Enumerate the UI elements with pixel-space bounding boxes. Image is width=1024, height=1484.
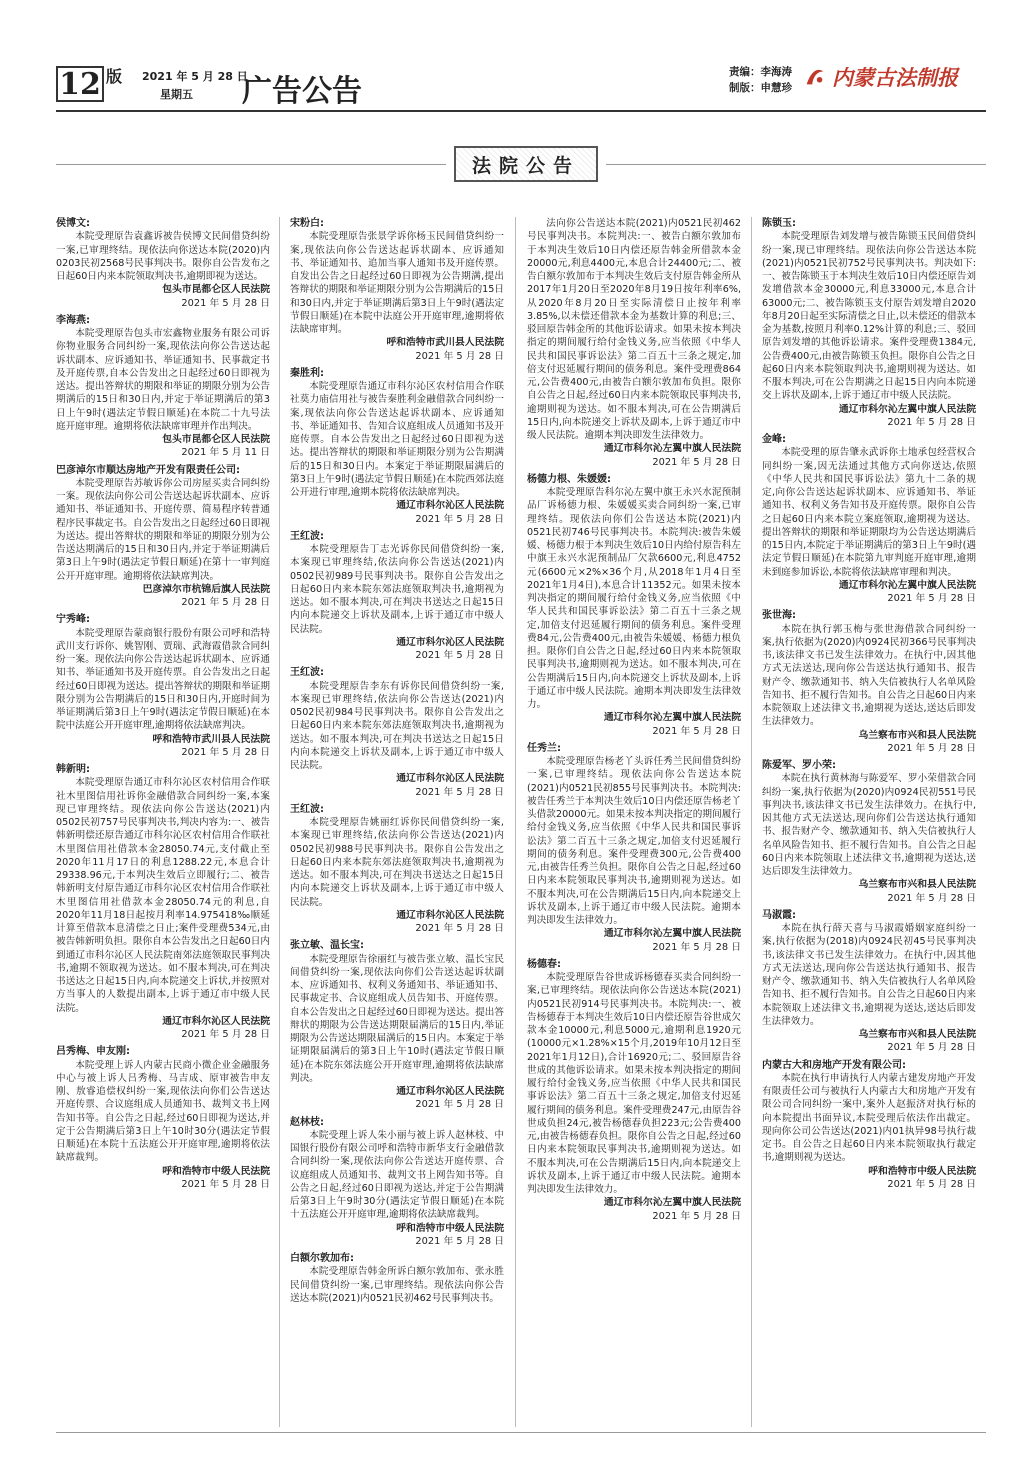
court-notice [762, 909, 976, 1055]
column-divider [515, 217, 516, 1427]
notice-date: 2021 年 5 月 28 日 [415, 786, 504, 798]
notice-date: 2021 年 5 月 28 日 [652, 1210, 741, 1222]
notice-body: 本院受理上诉人内蒙古民商小微企业金融服务中心与被上诉人吕秀梅、马吉成、原审被告申友刚、敖睿追偿权纠纷一案,现依法向你们公告送达开庭传票、合议庭组成人员通知书、裁判文书上网告知书等。自公告之日起,经过60日即视为送达,并定于公告期满后第3日上午10时30分(遇法定节假日顺延)在本院十五法庭公开开庭审理,逾期将依法缺席裁判。 [56, 1059, 270, 1164]
notice-body: 本院受理原告通辽市科尔沁区农村信用合作联社木里图信用社诉你金融借款合同纠纷一案,本案现已审理终结。现依法向你公告送达(2021)内0502民初757号民事判决书,判决内容为:一、被告韩新明偿还原告通辽市科尔沁区农村信用合作联社木里图信用社借款本金28050.74元,支付截止至2020年11月17日的利息1288.22元,本息合计29338.96元,于本判决生效后立即履行;二、被告韩新明支付原告通辽市科尔沁区农村信用合作联社木里图信用社借款本金28050.74元的利息,自2020年11月18日起按月利率14.975418‰顺延计算至借款本息清偿之日止;案件受理费534元,由被告韩新明负担。限你自本公告发出之日起60日内到通辽市科尔沁区人民法院南郊法庭领取民事判决书,逾期不领取视为送达。如不服本判决,可在判决书送达之日起15日内,向本院递交上诉状,并按照对方当事人的人数提出副本,上诉于通辽市中级人民法院。 [56, 777, 270, 1014]
notice-body: 本院受理原告杨老丫头诉任秀兰民间借贷纠纷一案,已审理终结。现依法向你公告送达本院(2021)内0521民初855号民事判决书。本院判决:被告任秀兰于本判决生效后10日内偿还原告杨老丫头借款20000元。如果未按本判决指定的期间履行给付金钱义务,应当依照《中华人民共和国民事诉讼法》第二百五十三条之规定,加倍支付迟延履行期间的债务利息。案件受理费300元,公告费400元,由被告任秀兰负担。限你自公告之日起,经过60日内来本院领取民事判决书,逾期则视为送达。如不服本判决,可在公告期满后15日内,向本院递交上诉状及副本,上诉于通辽市中级人民法院。逾期本判决即发生法律效力。 [527, 756, 741, 926]
court-notice [56, 1045, 270, 1191]
notice-addressee: 白额尔敦加布: [290, 1253, 354, 1264]
notice-court: 通辽市科尔沁左翼中旗人民法院 [838, 579, 976, 591]
notice-court: 通辽市科尔沁左翼中旗人民法院 [603, 1197, 741, 1209]
notice-court: 通辽市科尔沁左翼中旗人民法院 [603, 712, 741, 724]
notice-addressee: 秦胜利: [290, 367, 324, 379]
notice-addressee: 陈爱军、罗小荣: [762, 760, 836, 771]
notice-court: 通辽市科尔沁左翼中旗人民法院 [603, 928, 741, 940]
notice-date: 2021 年 5 月 11 日 [181, 447, 270, 459]
court-notice [290, 367, 504, 526]
notice-addressee: 内蒙古大和房地产开发有限公司: [762, 1059, 906, 1071]
footer-rule [56, 1432, 986, 1433]
notice-addressee: 陈锁玉: [762, 218, 796, 229]
header-rule [56, 110, 986, 112]
notice-date: 2021 年 5 月 28 日 [887, 742, 976, 754]
notice-court: 呼和浩特市武川县人民法院 [152, 733, 270, 745]
notice-court: 通辽市科尔沁区人民法院 [396, 1086, 504, 1097]
notice-court: 包头市昆都仑区人民法院 [162, 284, 270, 296]
notice-addressee: 杨德春: [527, 958, 561, 970]
notice-body: 本院受理原告科尔沁左翼中旗王永兴水泥预制品厂诉杨德力根、朱媛媛买卖合同纠纷一案,已审理终结。现依法向你们公告送达本院(2021)内0521民初746号民事判决书。本院判决:被告朱媛媛、杨德力根于本判决生效后10日内给付原告科左中旗王永兴水泥预制品厂欠款6600元,利息4752元(6600元×2%×36个月,从2018年1月4日至2021年1月4日),本息合计11352元。如果未按本判决指定的期间履行给付金钱义务,应当依照《中华人民共和国民事诉讼法》第二百五十三条之规定,加倍支付迟延履行期间的债务利息。案件受理费84元,公告费400元,由被告朱媛媛、杨德力根负担。限你们自公告之日起,经过60日内来本院领取民事判决书,逾期则视为送达。如不服本判决,可在公告期满后15日内,向本院递交上诉状及副本,上诉于通辽市中级人民法院。逾期本判决即发生法律效力。 [527, 487, 741, 710]
page-label: 版 [106, 67, 123, 86]
notice-body: 本院受理原告李东有诉你民间借贷纠纷一案,本案现已审理终结,依法向你公告送达(2021)内0502民初984号民事判决书。限你自公告发出之日起60日内来本院东郊法庭领取判决书,逾期视为送达。如不服本判决,可在判决书送达之日起15日内向本院递交上诉状及副本,上诉于通辽市中级人民法院。 [290, 680, 504, 771]
banner-line-left [56, 164, 446, 165]
masthead [56, 58, 986, 108]
column-4 [762, 217, 976, 1427]
notice-body: 本院受理原告韩金所诉白额尔敦加布、张永胜民间借贷纠纷一案,已审理终结。现依法向你公告送达本院(2021)内0521民初462号民事判决书。 [290, 1266, 504, 1304]
issue-date: 2021 年 5 月 28 日 [142, 70, 248, 83]
notice-body: 本院受理原告丁志光诉你民间借贷纠纷一案,本案现已审理终结,依法向你公告送达(2021)内0502民初989号民事判决书。限你自公告发出之日起60日内来本院东郊法庭领取判决书,逾期视为送达。如不服本判决,可在判决书送达之日起15日内向本院递交上诉状及副本,上诉于通辽市中级人民法院。 [290, 544, 504, 635]
court-notice [762, 433, 976, 605]
court-notice [290, 530, 504, 663]
notice-court: 乌兰察布市兴和县人民法院 [858, 1029, 976, 1040]
notice-date: 2021 年 5 月 28 日 [887, 593, 976, 604]
notice-date: 2021 年 5 月 28 日 [887, 1042, 976, 1054]
notice-body: 本院受理原告蒙商银行股份有限公司呼和浩特武川支行诉你、姚智刚、贾瑞、武海霞借款合同纠纷一案。现依法向你公告送达起诉状副本、应诉通知书、举证通知书及开庭传票。自公告发出之日起经过60日即视为送达。提出答辩状的期限和举证期限分别为公告期满后的15日和30日内,开庭时间为举证期满后第3日上午9时(遇法定节假日顺延)在本院中法庭公开开庭审理,逾期将依法缺席判决。 [56, 627, 270, 732]
logo-text: 内蒙古法制报 [832, 65, 958, 90]
notice-addressee: 吕秀梅、申友刚: [56, 1046, 130, 1058]
notice-body: 本院在执行黄林海与陈爱军、罗小荣借款合同纠纷一案,执行依据为(2020)内0924民初551号民事判决书,该法律文书已发生法律效力。在执行中,因其他方式无法送达,现向你们公告送达执行通知书、报告财产令、缴款通知书、纳入失信被执行人名单风险告知书、拒不履行告知书。自公告之日起60日内来本院领取上述法律文书,逾期视为送达,送达后即发生法律效力。 [762, 773, 976, 877]
editor-name: 责编：李海涛 [729, 66, 792, 78]
court-notice [56, 217, 270, 310]
notice-addressee: 李海燕: [56, 314, 90, 326]
notice-addressee: 赵林枝: [290, 1116, 324, 1128]
notice-court: 通辽市科尔沁区人民法院 [162, 1015, 270, 1027]
notice-body: 法向你公告送达本院(2021)内0521民初462号民事判决书。本院判决:一、被告白额尔敦加布于本判决生效后10日内偿还原告韩金所借款本金20000元,利息4400元,本息合计24400元;二、被告白额尔敦加布于本判决生效后支付原告韩金所从2017年1月20日至2020年8月19日按年利率6%,从2020年8月20日至实际清偿日止按年利率3.85%,以未偿还借款本金为基数计算的利息;三、驳回原告韩金所的其他诉讼请求。如果未按本判决指定的期间履行给付金钱义务,应当依照《中华人民共和国民事诉讼法》第二百五十三条之规定,加倍支付迟延履行期间的债务利息。案件受理费864元,公告费400元,由被告白额尔敦加布负担。限你自公告之日起,经过60日内来本院领取民事判决书,逾期则视为送达。如不服本判决,可在公告期满后15日内,向本院递交上诉状及副本,上诉于通辽市中级人民法院。逾期本判决即发生法律效力。 [527, 218, 741, 441]
notice-body: 本院受理原告谷世成诉杨德春买卖合同纠纷一案,已审理终结。现依法向你公告送达本院(2021)内0521民初914号民事判决书。本院判决:一、被告杨德春于本判决生效后10日内偿还原告谷世成欠款本金10000元,利息5000元,逾期利息1920元(10000元×1.28%×15个月,2019年10月12日至2021年1月12日),合计16920元;二、驳回原告谷世成的其他诉讼请求。如果未按本判决指定的期间履行给付金钱义务,应当依照《中华人民共和国民事诉讼法》第二百五十三条之规定,加倍支付迟延履行期间的债务利息。案件受理费247元,由原告谷世成负担24元,被告杨德春负担223元;公告费400元,由被告杨德春负担。限你自公告之日起,经过60日内来本院领取民事判决书,逾期则视为送达。如不服本判决,可在公告期满后15日内,向本院递交上诉状及副本,上诉于通辽市中级人民法院。逾期本判决即发生法律效力。 [527, 972, 741, 1195]
notice-addressee: 张立敏、温长宝: [290, 940, 364, 952]
notice-date: 2021 年 5 月 28 日 [887, 416, 976, 428]
notice-body: 本院在执行郭玉梅与张世海借款合同纠纷一案,执行依据为(2020)内0924民初366号民事判决书,该法律文书已发生法律效力。在执行中,因其他方式无法送达,现向你公告送达执行通知书、报告财产令、缴款通知书、纳入失信被执行人名单风险告知书、拒不履行告知书。自公告之日起60日内来本院领取上述法律文书,逾期视为送达,送达后即发生法律效力。 [762, 623, 976, 728]
editor-credits [729, 64, 792, 96]
notice-date: 2021 年 5 月 28 日 [181, 746, 270, 758]
notice-date: 2021 年 5 月 28 日 [415, 923, 504, 934]
producer-name: 制版：申慧珍 [729, 82, 792, 94]
court-notice [527, 473, 741, 738]
court-notice [290, 666, 504, 799]
notice-body: 本院受理原告刘发增与被告陈锁玉民间借贷纠纷一案,现已审理终结。现依法向你公告送达本院(2021)内0521民初752号民事判决书。判决如下:一、被告陈锁玉于本判决生效后10日内偿还原告刘发增借款本金30000元,利息33000元,本息合计63000元;二、被告陈锁玉支付原告刘发增自2020年8月20日起至实际清偿之日止,以未偿还的借款本金为基数,按照月利率0.12%计算的利息;三、驳回原告刘发增的其他诉讼请求。案件受理费1384元,公告费400元,由被告陈锁玉负担。限你自公告之日起60日内来本院领取判决书,逾期则视为送达。如不服本判决,可在公告期满之日起15日内向本院递交上诉状及副本,上诉于通辽市中级人民法院。 [762, 231, 976, 402]
notice-addressee: 王红波: [290, 803, 324, 815]
banner-title: 法院公告 [454, 146, 598, 182]
notice-court: 通辽市科尔沁区人民法院 [396, 500, 504, 512]
page-number: 12 [56, 66, 104, 102]
notice-addressee: 马淑霞: [762, 909, 796, 921]
notice-court: 呼和浩特市武川县人民法院 [386, 337, 504, 349]
notice-court: 巴彦淖尔市杭锦后旗人民法院 [142, 583, 270, 595]
notice-court: 通辽市科尔沁左翼中旗人民法院 [838, 403, 976, 415]
notice-date: 2021 年 5 月 28 日 [652, 456, 741, 468]
notice-addressee: 杨德力根、朱媛媛: [527, 473, 611, 485]
court-notice [762, 609, 976, 755]
notice-date: 2021 年 5 月 28 日 [887, 892, 976, 904]
notice-court: 乌兰察布市兴和县人民法院 [858, 729, 976, 741]
court-notice [56, 613, 270, 759]
notice-date: 2021 年 5 月 28 日 [415, 350, 504, 362]
issue-weekday: 星期五 [160, 88, 193, 101]
notice-addressee: 王红波: [290, 667, 324, 679]
notice-date: 2021 年 5 月 28 日 [181, 1178, 270, 1190]
court-notice [527, 217, 741, 469]
notice-date: 2021 年 5 月 28 日 [415, 650, 504, 661]
notice-date: 2021 年 5 月 28 日 [652, 725, 741, 737]
court-notice [56, 314, 270, 460]
column-2 [290, 217, 504, 1427]
notice-court: 通辽市科尔沁左翼中旗人民法院 [603, 443, 741, 455]
banner-line-right [606, 164, 986, 165]
notice-court: 乌兰察布市兴和县人民法院 [858, 879, 976, 891]
notice-body: 本院在执行申请执行人内蒙古建发房地产开发有限责任公司与被执行人内蒙古大和房地产开发有限公司合同纠纷一案中,案外人赵振济对执行标的向本院提出书面异议,本院受理后依法作出裁定。现向你公司公告送达(2021)内01执异98号执行裁定书。自公告之日起60日内来本院领取执行裁定书,逾期则视为送达。 [762, 1072, 976, 1164]
column-3 [527, 217, 741, 1427]
section-banner [56, 146, 986, 184]
court-notice [527, 742, 741, 954]
notice-date: 2021 年 5 月 28 日 [415, 513, 504, 525]
notice-body: 本院在执行薛天喜与马淑霞婚姻家庭纠纷一案,执行依据为(2018)内0924民初45号民事判决书,该法律文书已发生法律效力。在执行中,因其他方式无法送达,现向你公告送达执行通知书、报告财产令、缴款通知书、纳入失信被执行人名单风险告知书、拒不履行告知书。自公告之日起60日内来本院领取上述法律文书,逾期视为送达,送达后即发生法律效力。 [762, 923, 976, 1027]
notice-body: 本院受理原告通辽市科尔沁区农村信用合作联社莫力庙信用社与被告秦胜利金融借款合同纠纷一案,现依法向你公告送达起诉状副本、应诉通知书、举证通知书、告知合议庭组成人员通知书及开庭传票。自本公告发出之日起经过60日即视为送达。提出答辩状的期限和举证期限分别为公告期满后的15日和30日内。本案定于举证期限届满后的第3日上午9时(遇法定节假日顺延)在本院西郊法庭公开进行审理,逾期本院将依法缺席判决。 [290, 381, 504, 498]
notice-addressee: 韩新明: [56, 764, 90, 775]
notice-body: 本院受理原告苏敏诉你公司房屋买卖合同纠纷一案。现依法向你公司公告送达起诉状副本、应诉通知书、举证通知书、开庭传票、简易程序转普通程序民事裁定书。自公告发出之日起经过60日即视为送达。提出答辩状的期限和举证的期限分别为公告送达期满后的15日和30日内,并定于举证期满后第3日上午9时(遇法定节假日顺延)在第十一审判庭公开开庭审理。逾期将依法缺席判决。 [56, 477, 270, 582]
notice-court: 呼和浩特市中级人民法院 [868, 1165, 976, 1177]
court-notice [290, 803, 504, 936]
notice-body: 本院受理的原告肇永武诉你土地承包经营权合同纠纷一案,因无法通过其他方式向你送达,依照《中华人民共和国民事诉讼法》第九十二条的规定,向你公告送达起诉状副本、应诉通知书、举证通知书、权利义务告知书及开庭传票。限你自公告之日起60日内来本院立案庭领取,逾期视为送达。提出答辩状的期限和举证期限均为公告送达期满后的15日内,本院定于举证期满后的第3日上午9时(遇法定节假日顺延)在本院第九审判庭开庭审理,逾期未到庭参加诉讼,本院将依法缺席审理和判决。 [762, 447, 976, 578]
notice-date: 2021 年 5 月 28 日 [415, 1099, 504, 1111]
newspaper-logo [804, 62, 958, 92]
column-divider [279, 217, 280, 1427]
notice-court: 呼和浩特市中级人民法院 [162, 1165, 270, 1177]
notice-addressee: 任秀兰: [527, 742, 561, 754]
notice-body: 本院受理原告徐丽红与被告张立敏、温长宝民间借贷纠纷一案,现依法向你们公告送达起诉状副本、应诉通知书、权利义务通知书、举证通知书、民事裁定书、合议庭组成人员告知书、开庭传票。自本公告发出之日起经过60日即视为送达。提出答辩状的期限为公告送达期限届满后的15日内,举证期限为公告送达期限届满后的15日内。本案定于举证期限届满后的第3日上午10时(遇法定节假日顺延)在本院东郊法庭公开开庭审理,逾期将依法缺席判决。 [290, 953, 504, 1084]
notice-addressee: 张世海: [762, 610, 796, 622]
notice-date: 2021 年 5 月 28 日 [887, 1178, 976, 1190]
court-notice [56, 464, 270, 610]
notice-addressee: 王红波: [290, 530, 324, 542]
notice-body: 本院受理原告张景学诉你杨玉民间借贷纠纷一案,现依法向你公告送达起诉状副本、应诉通知书、举证通知书、追加当事人通知书及开庭传票。自发出公告之日起经过60日即视为公告期满,提出答辩状的期限和举证期限分别为公告期满后的15日和30日内,并定于举证期满后第3日上午9时(遇法定节假日顺延)在本院中法庭公开开庭审理,逾期将依法缺席审判。 [290, 231, 504, 335]
notice-addressee: 宁秀峰: [56, 614, 90, 626]
notice-court: 通辽市科尔沁区人民法院 [396, 636, 504, 648]
court-notice [290, 217, 504, 363]
court-notice [290, 939, 504, 1111]
court-notice [527, 958, 741, 1223]
section-title: 广告公告 [242, 74, 362, 109]
court-notice [762, 217, 976, 429]
notice-date: 2021 年 5 月 28 日 [181, 297, 270, 309]
column-divider [751, 217, 752, 1427]
notice-date: 2021 年 5 月 28 日 [181, 1029, 270, 1040]
notice-addressee: 巴彦淖尔市顺达房地产开发有限责任公司: [56, 464, 240, 476]
notice-body: 本院受理原告包头市宏鑫物业服务有限公司诉你物业服务合同纠纷一案,现依法向你公告送达起诉状副本、应诉通知书、举证通知书、民事裁定书及开庭传票,自本公告发出之日起经过60日即视为送达。提出答辩状的期限和举证的期限分别为公告期满后的15日和30日内,并定于举证期满后的第3日上午9时(遇法定节假日顺延)在本院二十九号法庭开庭审理。逾期将依法缺席审理并作出判决。 [56, 328, 270, 432]
court-notice [290, 1116, 504, 1249]
notice-court: 通辽市科尔沁区人民法院 [396, 773, 504, 785]
logo-emblem-icon [804, 66, 826, 88]
notice-court: 呼和浩特市中级人民法院 [396, 1222, 504, 1234]
court-notice [290, 1252, 504, 1305]
notice-date: 2021 年 5 月 28 日 [181, 597, 270, 608]
notice-body: 本院受理上诉人朱小丽与被上诉人赵林枝、中国银行股份有限公司呼和浩特市新华支行金融借款合同纠纷一案,现依法向你公告送达开庭传票、合议庭组成人员通知书、裁判文书上网告知书等。自公告之日起,经过60日即视为送达,并定于公告期满后第3日上午9时30分(遇法定节假日顺延)在本院十五法庭公开开庭审理,逾期将依法缺席裁判。 [290, 1129, 504, 1221]
notice-addressee: 金峰: [762, 434, 786, 445]
column-1 [56, 217, 270, 1427]
notice-addressee: 宋粉白: [290, 218, 324, 229]
notice-addressee: 侯博文: [56, 218, 90, 229]
notice-body: 本院受理原告姚丽红诉你民间借贷纠纷一案,本案现已审理终结,依法向你公告送达(2021)内0502民初988号民事判决书。限你自公告发出之日起60日内来本院东郊法庭领取判决书,逾期视为送达。如不服本判决,可在判决书送达之日起15日内向本院递交上诉状及副本,上诉于通辽市中级人民法院。 [290, 817, 504, 908]
notice-court: 通辽市科尔沁区人民法院 [396, 909, 504, 921]
notice-court: 包头市昆都仑区人民法院 [162, 434, 270, 445]
notice-date: 2021 年 5 月 28 日 [652, 941, 741, 953]
notice-date: 2021 年 5 月 28 日 [415, 1235, 504, 1247]
court-notice [762, 759, 976, 905]
notice-body: 本院受理原告袁鑫诉被告侯博文民间借贷纠纷一案,已审理终结。现依法向你送达本院(2020)内0203民初2568号民事判决书。限你自公告发布之日起60日内来本院领取判决书,逾期即视为送达。 [56, 231, 270, 282]
court-notice [762, 1059, 976, 1192]
court-notice [56, 763, 270, 1041]
